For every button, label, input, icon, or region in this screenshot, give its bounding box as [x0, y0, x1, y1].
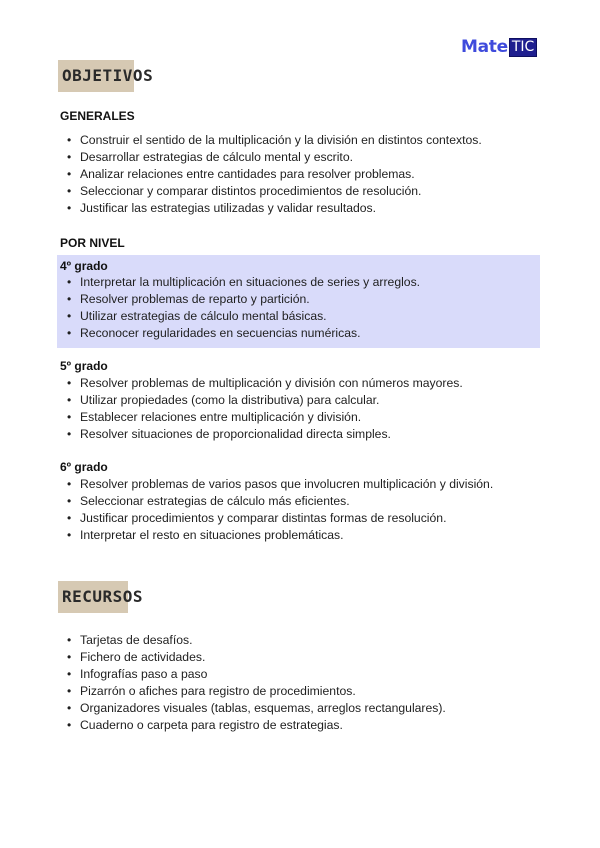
list-item: • Justificar procedimientos y comparar distintas formas de resolución. [66, 510, 540, 527]
list-item: • Justificar las estrategias utilizadas y validar resultados. [66, 200, 540, 217]
list-item: • Organizadores visuales (tablas, esquemas, arreglos rectangulares). [66, 700, 540, 717]
list-item: • Fichero de actividades. [66, 649, 540, 666]
objetivos-title: OBJETIVOS [58, 60, 134, 92]
generales-heading: GENERALES [60, 109, 135, 123]
generales-list [66, 132, 540, 217]
list-item: • Tarjetas de desafíos. [66, 632, 540, 649]
list-item: • Establecer relaciones entre multiplicación y división. [66, 409, 540, 426]
por-nivel-heading: POR NIVEL [60, 236, 125, 250]
grado5-list [66, 375, 540, 443]
list-item: • Reconocer regularidades en secuencias numéricas. [66, 325, 540, 342]
list-item: • Infografías paso a paso [66, 666, 540, 683]
grado4-title: 4º grado [60, 259, 108, 273]
list-item: • Utilizar propiedades (como la distributiva) para calcular. [66, 392, 540, 409]
list-item: • Resolver problemas de multiplicación y división con números mayores. [66, 375, 540, 392]
list-item: • Interpretar el resto en situaciones problemáticas. [66, 527, 540, 544]
list-item: • Construir el sentido de la multiplicación y la división en distintos contextos. [66, 132, 540, 149]
list-item: • Seleccionar estrategias de cálculo más eficientes. [66, 493, 540, 510]
grado6-list [66, 476, 540, 544]
list-item: • Interpretar la multiplicación en situaciones de series y arreglos. [66, 274, 540, 291]
matetic-logo [461, 38, 537, 57]
list-item: • Utilizar estrategias de cálculo mental básicas. [66, 308, 540, 325]
grado6-title: 6º grado [60, 460, 108, 474]
recursos-list [66, 632, 540, 734]
list-item: • Resolver problemas de varios pasos que involucren multiplicación y división. [66, 476, 540, 493]
logo-brand-text: Mate [461, 37, 508, 57]
list-item: • Analizar relaciones entre cantidades para resolver problemas. [66, 166, 540, 183]
list-item: • Desarrollar estrategias de cálculo mental y escrito. [66, 149, 540, 166]
list-item: • Resolver problemas de reparto y partición. [66, 291, 540, 308]
list-item: • Resolver situaciones de proporcionalidad directa simples. [66, 426, 540, 443]
grado5-title: 5º grado [60, 359, 108, 373]
logo-suffix-text: TIC [509, 38, 537, 57]
grado4-list [66, 274, 540, 342]
list-item: • Seleccionar y comparar distintos procedimientos de resolución. [66, 183, 540, 200]
recursos-title: RECURSOS [58, 581, 128, 613]
list-item: • Pizarrón o afiches para registro de procedimientos. [66, 683, 540, 700]
list-item: • Cuaderno o carpeta para registro de estrategias. [66, 717, 540, 734]
